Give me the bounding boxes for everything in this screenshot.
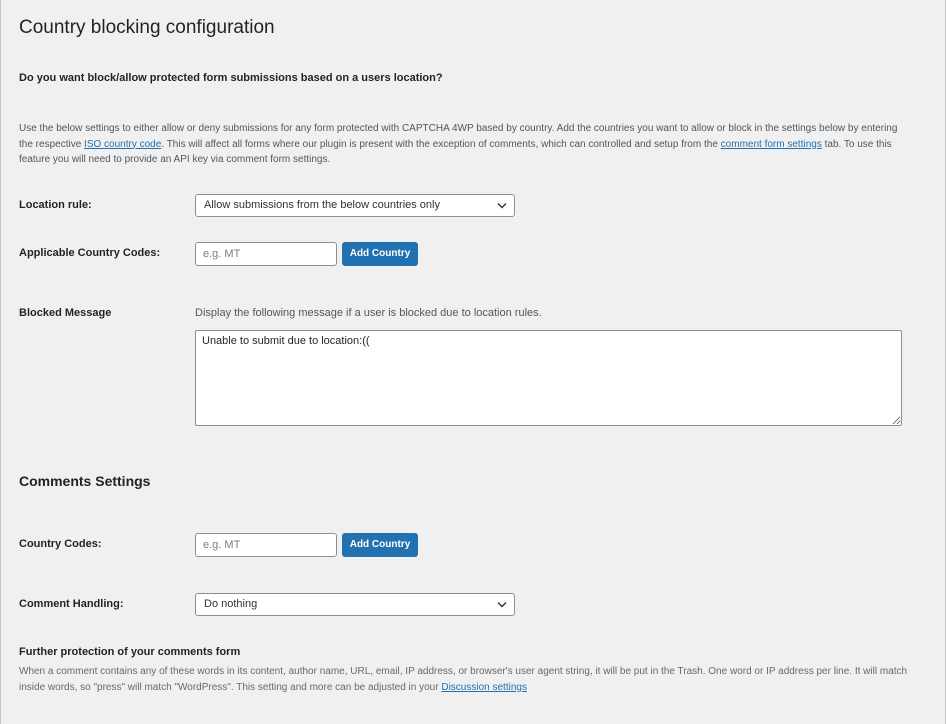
comment-add-country-button[interactable]: Add Country xyxy=(342,533,418,557)
applicable-country-code-input[interactable] xyxy=(195,242,337,266)
comment-country-code-input[interactable] xyxy=(195,533,337,557)
location-rule-label: Location rule: xyxy=(19,199,92,211)
comment-handling-select[interactable] xyxy=(195,593,515,616)
location-rule-selected: Allow submissions from the below countries only xyxy=(204,199,440,211)
chevron-down-icon xyxy=(497,600,507,609)
location-description xyxy=(19,121,909,168)
page-title: Country blocking configuration xyxy=(19,17,275,38)
location-rule-select[interactable] xyxy=(195,194,515,217)
further-protection-title: Further protection of your comments form xyxy=(19,646,241,658)
blocked-message-label: Blocked Message xyxy=(19,307,112,319)
country-codes-label: Country Codes: xyxy=(19,538,102,550)
description-text-1: Use the below settings to either allow or deny submissions for any form protected with CAPTCHA 4WP based by country. Add the countries you want to allow or block in the settings below by entering the respective xyxy=(19,123,898,150)
description-text-2: . This will affect all forms where our plugin is present with the exception of comments, which can controlled and setup from the xyxy=(161,138,721,150)
chevron-down-icon xyxy=(497,201,507,210)
comment-form-settings-link[interactable]: comment form settings xyxy=(720,138,822,150)
add-country-button[interactable]: Add Country xyxy=(342,242,418,266)
applicable-country-codes-label: Applicable Country Codes: xyxy=(19,247,161,259)
further-protection-text: When a comment contains any of these words in its content, author name, URL, email, IP address, or browser's user agent string, it will be put in the Trash. One word or IP address per line. It will match inside words, so "press" will match "WordPress". This setting and more can be adjusted in your xyxy=(19,666,908,693)
comment-handling-label: Comment Handling: xyxy=(19,598,124,610)
comment-handling-selected: Do nothing xyxy=(204,598,258,610)
location-question: Do you want block/allow protected form submissions based on a users location? xyxy=(19,72,443,84)
further-protection-description xyxy=(19,664,909,695)
description-text-3: tab. To use this feature you will need to provide an API key via comment form settings. xyxy=(19,138,892,165)
comments-settings-heading: Comments Settings xyxy=(19,473,151,489)
iso-country-code-link[interactable]: ISO country code xyxy=(84,138,162,150)
discussion-settings-link[interactable]: Discussion settings xyxy=(441,681,527,693)
blocked-message-hint: Display the following message if a user is blocked due to location rules. xyxy=(195,307,542,319)
blocked-message-textarea[interactable] xyxy=(195,330,902,426)
